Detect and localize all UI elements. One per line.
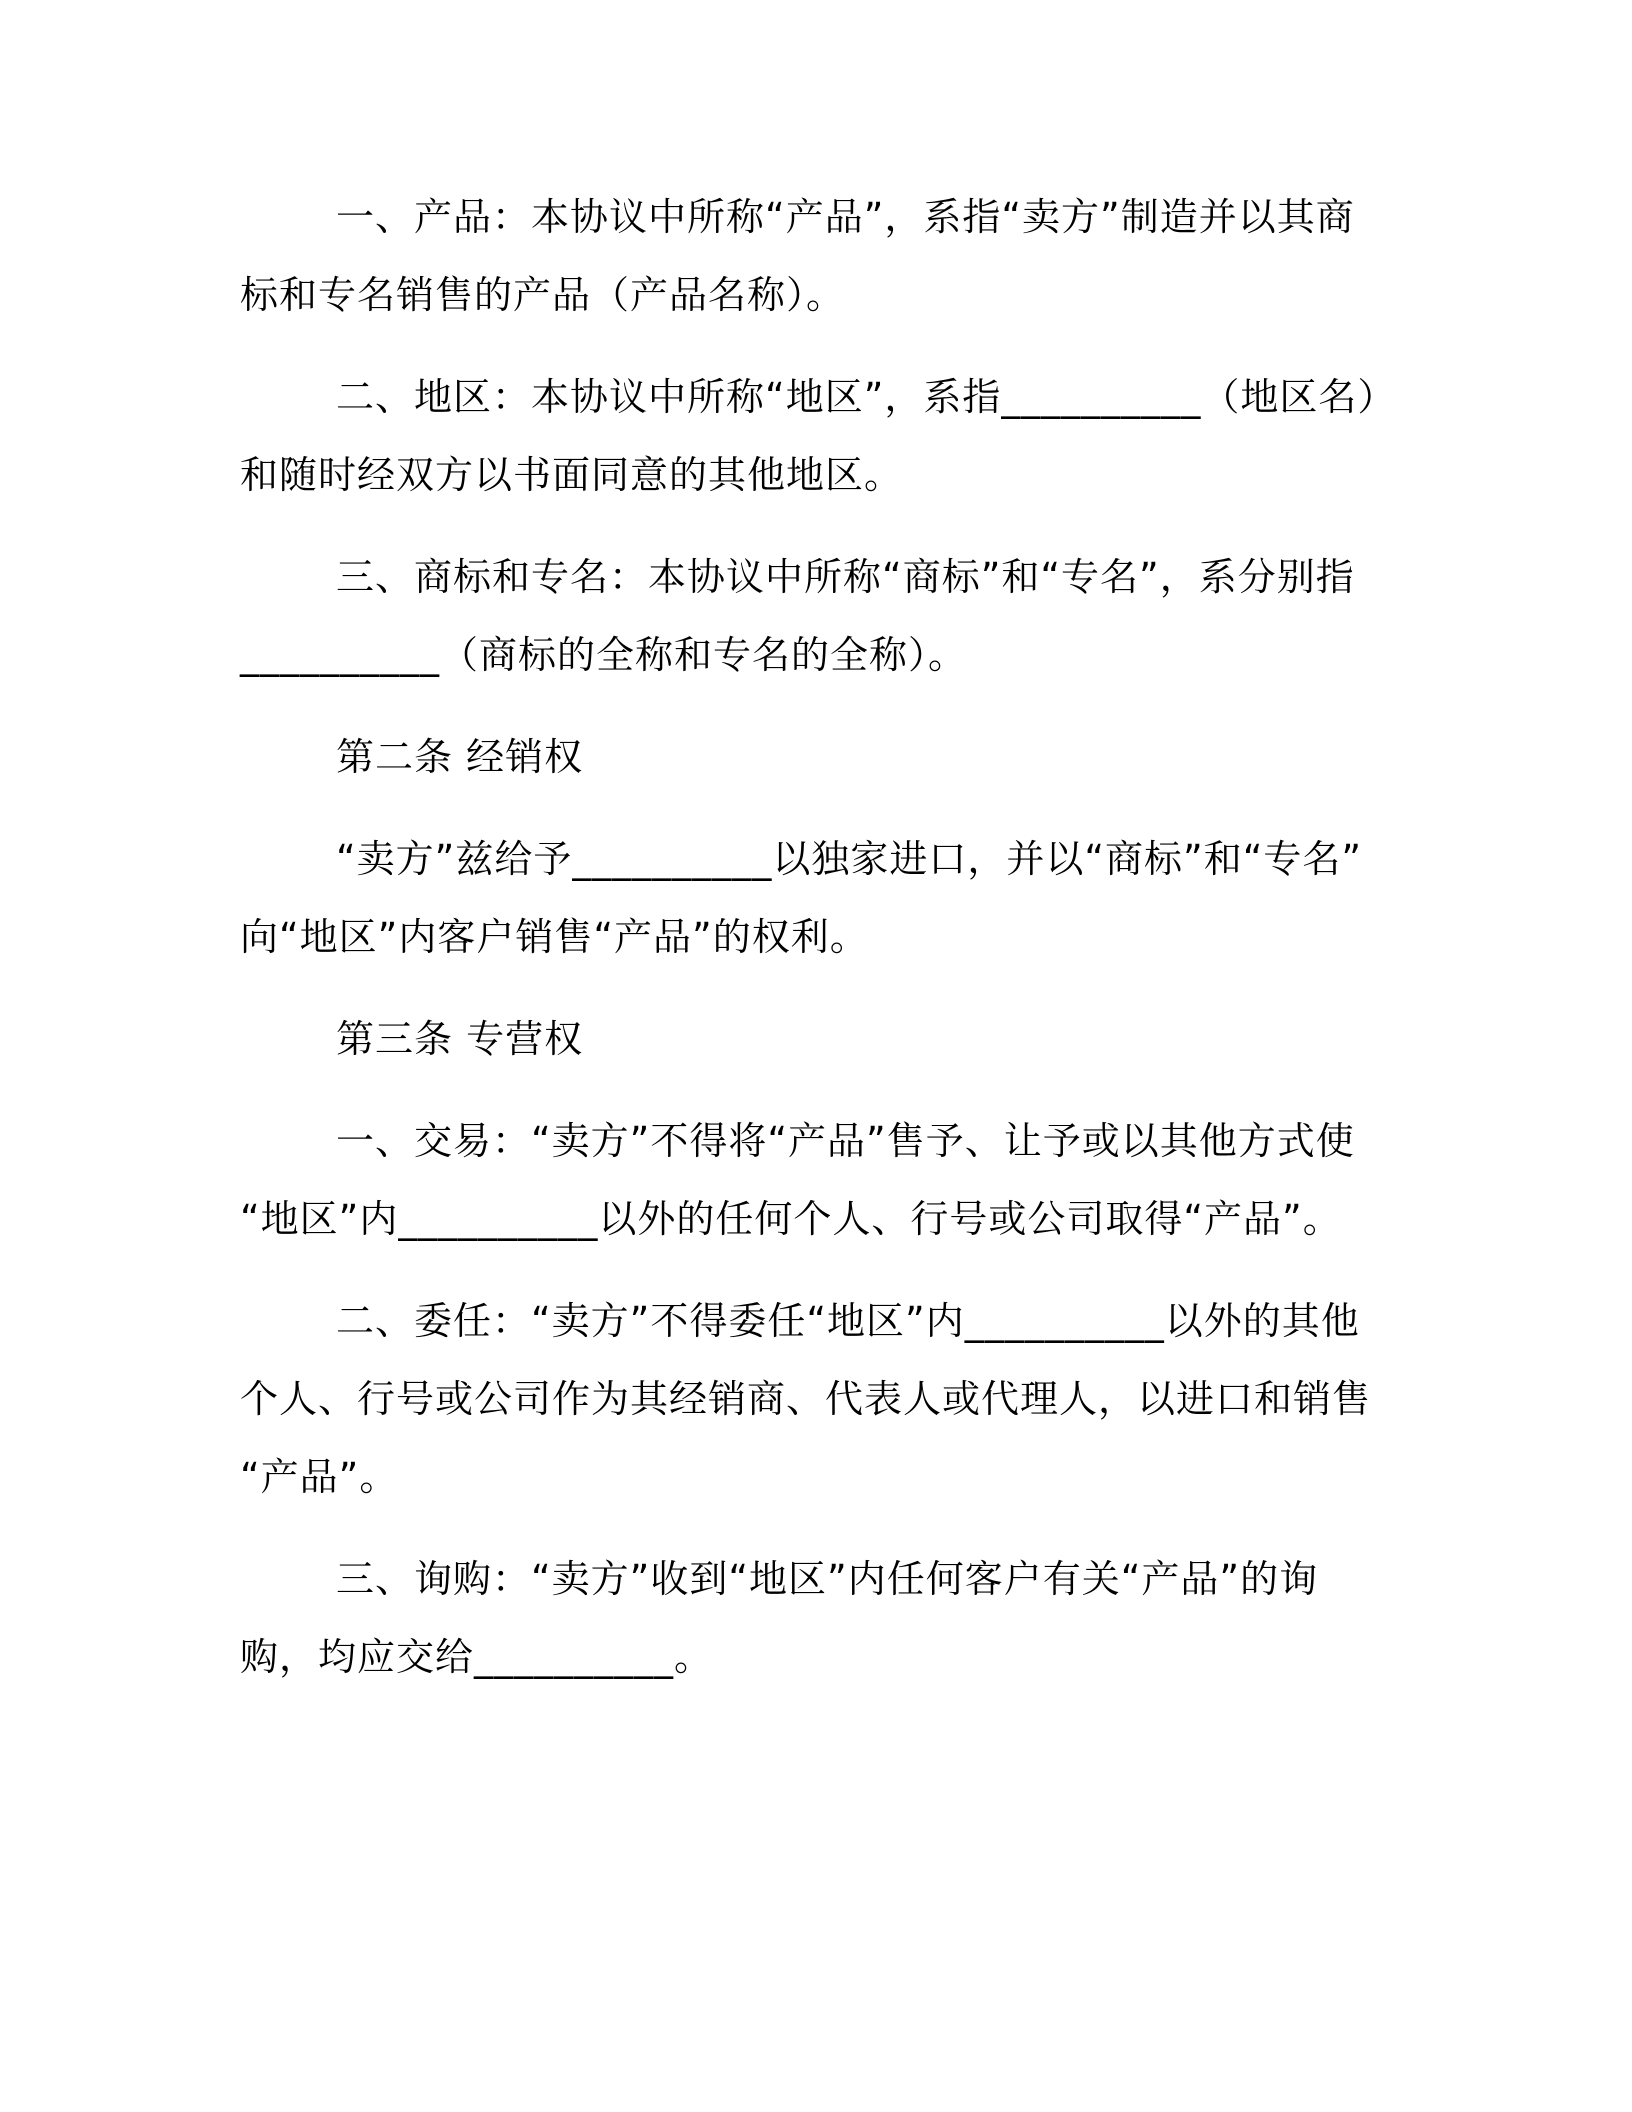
paragraph-line: 一、交易：“卖方”不得将“产品”售予、让予或以其他方式使 <box>336 1119 1355 1163</box>
paragraph-line: 个人、行号或公司作为其经销商、代表人或代理人，以进口和销售 <box>240 1377 1372 1421</box>
paragraph-line: 标和专名销售的产品（产品名称）。 <box>240 273 846 317</box>
paragraph-line: “产品”。 <box>240 1455 399 1499</box>
paragraph-line: 三、询购：“卖方”收到“地区”内任何客户有关“产品”的询 <box>336 1557 1319 1601</box>
article-heading-exclusive-right <box>240 1000 1390 1078</box>
paragraph-line: 三、商标和专名：本协议中所称“商标”和“专名”，系分别指 <box>336 555 1355 599</box>
article-heading: 第三条 专营权 <box>336 1017 584 1061</box>
clause-exclusive-appointment <box>240 1282 1390 1516</box>
paragraph-line: “地区”内__________以外的任何个人、行号或公司取得“产品”。 <box>240 1197 1342 1241</box>
paragraph-line: __________（商标的全称和专名的全称）。 <box>240 633 968 677</box>
clause-distribution-right <box>240 820 1390 976</box>
clause-definition-product <box>240 178 1390 334</box>
paragraph-line: “卖方”兹给予__________以独家进口，并以“商标”和“专名” <box>336 837 1363 881</box>
paragraph-line: 一、产品：本协议中所称“产品”，系指“卖方”制造并以其商 <box>336 195 1355 239</box>
paragraph-line: 向“地区”内客户销售“产品”的权利。 <box>240 915 869 959</box>
paragraph-line: 二、委任：“卖方”不得委任“地区”内__________以外的其他 <box>336 1299 1360 1343</box>
clause-exclusive-trade <box>240 1102 1390 1258</box>
clause-definition-region <box>240 358 1397 514</box>
paragraph-line: 和随时经双方以书面同意的其他地区。 <box>240 453 904 497</box>
paragraph-line: 二、地区：本协议中所称“地区”，系指__________（地区名） <box>336 375 1397 419</box>
clause-definition-trademark <box>240 538 1390 694</box>
paragraph-line: 购，均应交给__________。 <box>240 1635 714 1679</box>
article-heading: 第二条 经销权 <box>336 735 584 779</box>
clause-exclusive-inquiry <box>240 1540 1390 1696</box>
article-heading-distribution-right <box>240 718 1390 796</box>
